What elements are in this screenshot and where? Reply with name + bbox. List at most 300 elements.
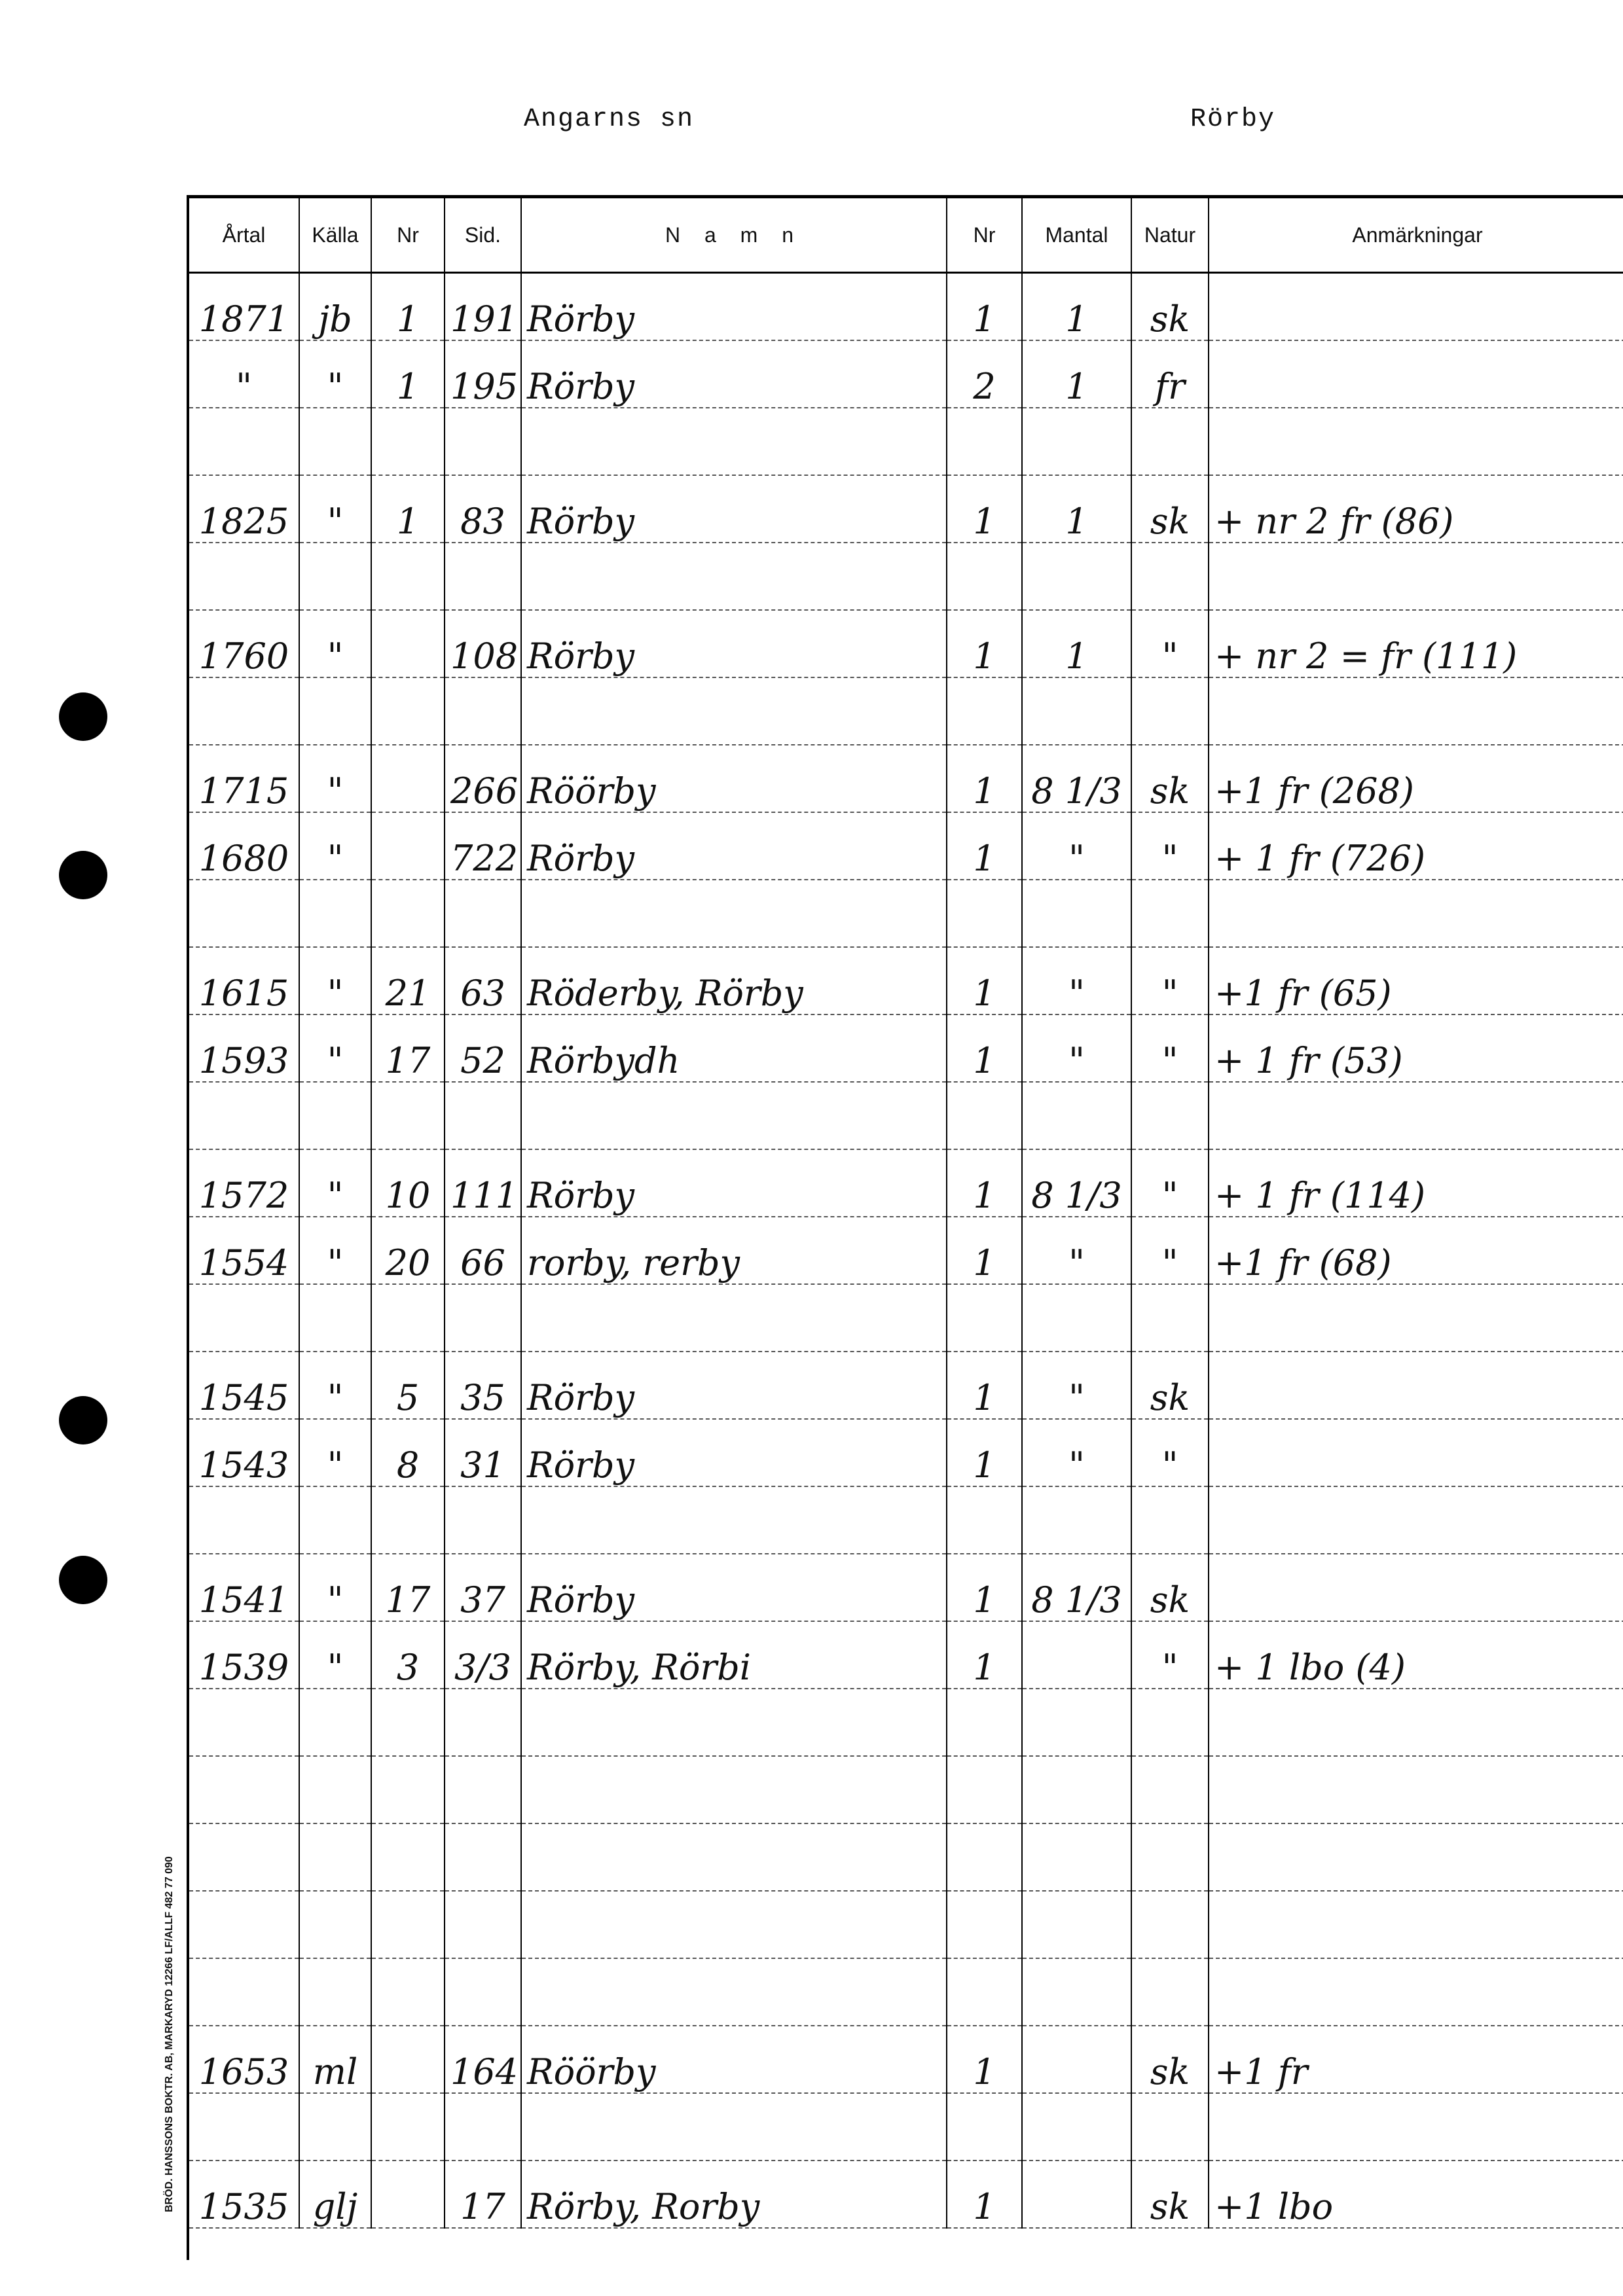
punch-hole (59, 851, 107, 899)
nr-cell (371, 2093, 445, 2161)
name-cell: Röörby (521, 745, 947, 812)
mantal-cell: " (1022, 1419, 1131, 1486)
page-cell (445, 677, 521, 745)
mantal-cell (1022, 1689, 1131, 1756)
name-cell (521, 880, 947, 947)
mantal-cell (1022, 408, 1131, 475)
name-cell (521, 1082, 947, 1149)
source-cell: " (299, 610, 371, 677)
source-cell: glj (299, 2161, 371, 2228)
nr2-cell: 1 (947, 2161, 1022, 2228)
mantal-cell (1022, 2093, 1131, 2161)
table-row (189, 1958, 1623, 2026)
name-cell: Rörby, Rörbi (521, 1621, 947, 1689)
nr-cell (371, 408, 445, 475)
source-cell (299, 1958, 371, 2026)
nr-cell: 17 (371, 1014, 445, 1082)
nr-cell: 3 (371, 1621, 445, 1689)
name-cell (521, 2093, 947, 2161)
mantal-cell (1022, 1284, 1131, 1352)
nr-cell: 8 (371, 1419, 445, 1486)
remarks-cell (1209, 1419, 1623, 1486)
table-row (189, 677, 1623, 745)
table-row (189, 1621, 1623, 1689)
year-cell (189, 1486, 299, 1554)
nr-cell: 1 (371, 475, 445, 543)
source-cell (299, 543, 371, 610)
nr-cell (371, 1082, 445, 1149)
natur-cell (1131, 408, 1209, 475)
nr-cell (371, 677, 445, 745)
year-cell: 1545 (189, 1352, 299, 1419)
name-cell: Rörby (521, 273, 947, 341)
natur-cell: sk (1131, 745, 1209, 812)
name-cell: Rörby (521, 1554, 947, 1621)
year-cell: " (189, 340, 299, 408)
year-cell: 1593 (189, 1014, 299, 1082)
header-row (189, 198, 1623, 273)
page-cell: 37 (445, 1554, 521, 1621)
page-cell: 111 (445, 1149, 521, 1217)
table-row (189, 543, 1623, 610)
year-cell: 1541 (189, 1554, 299, 1621)
nr-cell (371, 1689, 445, 1756)
natur-cell: " (1131, 1217, 1209, 1284)
nr2-cell (947, 880, 1022, 947)
mantal-cell (1022, 1891, 1131, 1958)
natur-cell: sk (1131, 2026, 1209, 2093)
table-row (189, 880, 1623, 947)
year-cell (189, 1689, 299, 1756)
natur-cell: sk (1131, 1554, 1209, 1621)
natur-cell: " (1131, 610, 1209, 677)
source-cell (299, 408, 371, 475)
nr2-cell: 1 (947, 1419, 1022, 1486)
remarks-cell: + 1 fr (53) (1209, 1014, 1623, 1082)
page-cell (445, 1958, 521, 2026)
natur-cell (1131, 1486, 1209, 1554)
year-cell: 1554 (189, 1217, 299, 1284)
page-cell (445, 408, 521, 475)
remarks-cell: +1 fr (68) (1209, 1217, 1623, 1284)
name-cell: Rörby (521, 340, 947, 408)
mantal-cell: " (1022, 1014, 1131, 1082)
table-row (189, 812, 1623, 880)
year-cell: 1615 (189, 947, 299, 1014)
table-row (189, 947, 1623, 1014)
source-cell: " (299, 1554, 371, 1621)
col-header-remarks: Anmärkningar (1209, 198, 1623, 273)
table-row (189, 2026, 1623, 2093)
page-cell (445, 1756, 521, 1823)
table-row (189, 273, 1623, 341)
natur-cell: " (1131, 947, 1209, 1014)
remarks-cell: + 1 lbo (4) (1209, 1621, 1623, 1689)
nr-cell (371, 543, 445, 610)
remarks-cell (1209, 1891, 1623, 1958)
name-cell (521, 1958, 947, 2026)
punch-hole (59, 1556, 107, 1604)
page-cell (445, 880, 521, 947)
table-row (189, 1082, 1623, 1149)
source-cell: " (299, 1621, 371, 1689)
ledger-table (189, 198, 1623, 2229)
page-cell: 52 (445, 1014, 521, 1082)
page-cell: 63 (445, 947, 521, 1014)
remarks-cell: + nr 2 = fr (111) (1209, 610, 1623, 677)
year-cell: 1543 (189, 1419, 299, 1486)
remarks-cell (1209, 880, 1623, 947)
source-cell (299, 1284, 371, 1352)
nr-cell (371, 610, 445, 677)
table-row (189, 2093, 1623, 2161)
year-cell: 1715 (189, 745, 299, 812)
col-header-source: Källa (299, 198, 371, 273)
ledger-body (189, 273, 1623, 2229)
remarks-cell (1209, 1823, 1623, 1891)
source-cell (299, 1689, 371, 1756)
nr-cell: 10 (371, 1149, 445, 1217)
year-cell (189, 677, 299, 745)
remarks-cell (1209, 1689, 1623, 1756)
nr-cell: 1 (371, 273, 445, 341)
nr-cell (371, 1823, 445, 1891)
mantal-cell: 8 1/3 (1022, 1149, 1131, 1217)
source-cell (299, 1082, 371, 1149)
table-row (189, 745, 1623, 812)
table-row (189, 1891, 1623, 1958)
name-cell: Rörby (521, 610, 947, 677)
remarks-cell (1209, 543, 1623, 610)
printer-imprint: BRÖD. HANSSONS BOKTR. AB, MARKARYD 12266 LF/ALLF 482 77 090 (164, 1856, 175, 2212)
source-cell: " (299, 1419, 371, 1486)
nr2-cell (947, 408, 1022, 475)
name-cell (521, 543, 947, 610)
source-cell: " (299, 1352, 371, 1419)
table-row (189, 1352, 1623, 1419)
name-cell: Rörby, Rorby (521, 2161, 947, 2228)
mantal-cell: 8 1/3 (1022, 745, 1131, 812)
village-title: Rörby (1190, 105, 1276, 134)
mantal-cell (1022, 1823, 1131, 1891)
mantal-cell: 1 (1022, 273, 1131, 341)
page-cell: 195 (445, 340, 521, 408)
year-cell: 1572 (189, 1149, 299, 1217)
nr-cell (371, 1958, 445, 2026)
year-cell: 1539 (189, 1621, 299, 1689)
nr2-cell: 1 (947, 1352, 1022, 1419)
remarks-cell: +1 fr (1209, 2026, 1623, 2093)
year-cell (189, 408, 299, 475)
source-cell (299, 1891, 371, 1958)
table-row (189, 1014, 1623, 1082)
table-row (189, 408, 1623, 475)
page-cell: 83 (445, 475, 521, 543)
nr2-cell: 1 (947, 1217, 1022, 1284)
name-cell (521, 408, 947, 475)
mantal-cell (1022, 2026, 1131, 2093)
year-cell (189, 1823, 299, 1891)
page-cell: 108 (445, 610, 521, 677)
nr2-cell: 1 (947, 1014, 1022, 1082)
table-row (189, 1756, 1623, 1823)
nr-cell: 5 (371, 1352, 445, 1419)
table-row (189, 1486, 1623, 1554)
year-cell (189, 543, 299, 610)
remarks-cell: +1 lbo (1209, 2161, 1623, 2228)
page-cell (445, 1486, 521, 1554)
nr-cell: 21 (371, 947, 445, 1014)
nr2-cell: 1 (947, 745, 1022, 812)
source-cell: " (299, 1014, 371, 1082)
mantal-cell (1022, 1486, 1131, 1554)
natur-cell: " (1131, 1419, 1209, 1486)
natur-cell: sk (1131, 2161, 1209, 2228)
nr2-cell (947, 677, 1022, 745)
natur-cell (1131, 1958, 1209, 2026)
year-cell (189, 1284, 299, 1352)
name-cell (521, 677, 947, 745)
source-cell: " (299, 1149, 371, 1217)
natur-cell (1131, 2093, 1209, 2161)
year-cell: 1871 (189, 273, 299, 341)
page-cell (445, 1284, 521, 1352)
page-cell (445, 1823, 521, 1891)
name-cell (521, 1756, 947, 1823)
natur-cell: sk (1131, 1352, 1209, 1419)
nr-cell (371, 1486, 445, 1554)
nr2-cell: 1 (947, 1149, 1022, 1217)
natur-cell (1131, 543, 1209, 610)
table-row (189, 1419, 1623, 1486)
page-cell: 722 (445, 812, 521, 880)
page-cell: 266 (445, 745, 521, 812)
remarks-cell (1209, 273, 1623, 341)
nr2-cell: 1 (947, 273, 1022, 341)
natur-cell (1131, 880, 1209, 947)
col-header-page: Sid. (445, 198, 521, 273)
nr-cell (371, 2161, 445, 2228)
mantal-cell (1022, 1756, 1131, 1823)
name-cell: Rörby (521, 812, 947, 880)
table-row (189, 1284, 1623, 1352)
name-cell: Röderby, Rörby (521, 947, 947, 1014)
mantal-cell: " (1022, 812, 1131, 880)
remarks-cell: + 1 fr (114) (1209, 1149, 1623, 1217)
natur-cell (1131, 1689, 1209, 1756)
year-cell (189, 2093, 299, 2161)
mantal-cell: " (1022, 1352, 1131, 1419)
source-cell: " (299, 947, 371, 1014)
nr2-cell (947, 1958, 1022, 2026)
mantal-cell: 8 1/3 (1022, 1554, 1131, 1621)
natur-cell: " (1131, 1149, 1209, 1217)
nr-cell (371, 745, 445, 812)
source-cell (299, 880, 371, 947)
nr-cell (371, 880, 445, 947)
nr2-cell: 2 (947, 340, 1022, 408)
nr2-cell: 1 (947, 475, 1022, 543)
name-cell (521, 1891, 947, 1958)
nr2-cell: 1 (947, 2026, 1022, 2093)
remarks-cell: +1 fr (268) (1209, 745, 1623, 812)
table-row (189, 1554, 1623, 1621)
table-row (189, 2161, 1623, 2228)
natur-cell (1131, 677, 1209, 745)
source-cell: " (299, 812, 371, 880)
col-header-year: Årtal (189, 198, 299, 273)
nr2-cell (947, 1823, 1022, 1891)
page-cell: 17 (445, 2161, 521, 2228)
natur-cell: " (1131, 1014, 1209, 1082)
nr2-cell: 1 (947, 1621, 1022, 1689)
remarks-cell (1209, 2093, 1623, 2161)
source-cell (299, 1756, 371, 1823)
nr-cell (371, 1756, 445, 1823)
source-cell: " (299, 340, 371, 408)
col-header-name: N a m n (521, 198, 947, 273)
name-cell: Rörby (521, 475, 947, 543)
nr-cell (371, 812, 445, 880)
remarks-cell (1209, 1554, 1623, 1621)
year-cell: 1760 (189, 610, 299, 677)
remarks-cell (1209, 408, 1623, 475)
source-cell: " (299, 745, 371, 812)
page-cell: 164 (445, 2026, 521, 2093)
nr2-cell: 1 (947, 1554, 1022, 1621)
name-cell: Rörby (521, 1149, 947, 1217)
name-cell (521, 1284, 947, 1352)
mantal-cell: " (1022, 947, 1131, 1014)
nr-cell: 17 (371, 1554, 445, 1621)
mantal-cell: 1 (1022, 475, 1131, 543)
page-cell: 35 (445, 1352, 521, 1419)
natur-cell (1131, 1756, 1209, 1823)
col-header-nr2: Nr (947, 198, 1022, 273)
page-cell (445, 1689, 521, 1756)
source-cell: jb (299, 273, 371, 341)
name-cell: Rörby (521, 1352, 947, 1419)
remarks-cell: + nr 2 fr (86) (1209, 475, 1623, 543)
name-cell: rorby, rerby (521, 1217, 947, 1284)
col-header-mantal: Mantal (1022, 198, 1131, 273)
year-cell: 1680 (189, 812, 299, 880)
remarks-cell (1209, 340, 1623, 408)
col-header-natur: Natur (1131, 198, 1209, 273)
remarks-cell: +1 fr (65) (1209, 947, 1623, 1014)
source-cell (299, 2093, 371, 2161)
year-cell (189, 1082, 299, 1149)
nr2-cell: 1 (947, 812, 1022, 880)
source-cell (299, 677, 371, 745)
remarks-cell: + 1 fr (726) (1209, 812, 1623, 880)
page-cell: 3/3 (445, 1621, 521, 1689)
mantal-cell (1022, 543, 1131, 610)
page-cell (445, 543, 521, 610)
remarks-cell (1209, 1756, 1623, 1823)
nr2-cell (947, 1284, 1022, 1352)
parish-title: Angarns sn (524, 105, 695, 134)
name-cell: Rörby (521, 1419, 947, 1486)
table-row (189, 1217, 1623, 1284)
nr2-cell (947, 1082, 1022, 1149)
nr2-cell (947, 1689, 1022, 1756)
year-cell (189, 880, 299, 947)
name-cell (521, 1823, 947, 1891)
natur-cell: " (1131, 1621, 1209, 1689)
mantal-cell (1022, 1958, 1131, 2026)
remarks-cell (1209, 677, 1623, 745)
table-row (189, 1149, 1623, 1217)
year-cell (189, 1756, 299, 1823)
natur-cell (1131, 1823, 1209, 1891)
table-row (189, 610, 1623, 677)
nr2-cell: 1 (947, 947, 1022, 1014)
mantal-cell: 1 (1022, 340, 1131, 408)
nr2-cell: 1 (947, 610, 1022, 677)
name-cell: Rörbydh (521, 1014, 947, 1082)
source-cell (299, 1486, 371, 1554)
mantal-cell (1022, 677, 1131, 745)
name-cell (521, 1486, 947, 1554)
mantal-cell (1022, 880, 1131, 947)
nr2-cell (947, 1486, 1022, 1554)
natur-cell: " (1131, 812, 1209, 880)
page-cell (445, 1082, 521, 1149)
punch-hole (59, 1396, 107, 1444)
punch-hole (59, 692, 107, 741)
nr2-cell (947, 2093, 1022, 2161)
table-row (189, 1823, 1623, 1891)
source-cell: ml (299, 2026, 371, 2093)
year-cell (189, 1958, 299, 2026)
year-cell: 1825 (189, 475, 299, 543)
nr2-cell (947, 1756, 1022, 1823)
mantal-cell: " (1022, 1217, 1131, 1284)
nr-cell (371, 1284, 445, 1352)
table-row (189, 340, 1623, 408)
nr-cell: 1 (371, 340, 445, 408)
remarks-cell (1209, 1958, 1623, 2026)
page-cell: 191 (445, 273, 521, 341)
year-cell: 1653 (189, 2026, 299, 2093)
name-cell (521, 1689, 947, 1756)
mantal-cell (1022, 1621, 1131, 1689)
nr2-cell (947, 543, 1022, 610)
name-cell: Röörby (521, 2026, 947, 2093)
page-cell (445, 2093, 521, 2161)
remarks-cell (1209, 1082, 1623, 1149)
nr-cell: 20 (371, 1217, 445, 1284)
col-header-nr: Nr (371, 198, 445, 273)
natur-cell: fr (1131, 340, 1209, 408)
year-cell (189, 1891, 299, 1958)
table-row (189, 1689, 1623, 1756)
table-row (189, 475, 1623, 543)
mantal-cell (1022, 1082, 1131, 1149)
remarks-cell (1209, 1486, 1623, 1554)
mantal-cell (1022, 2161, 1131, 2228)
natur-cell: sk (1131, 273, 1209, 341)
year-cell: 1535 (189, 2161, 299, 2228)
page-cell (445, 1891, 521, 1958)
nr-cell (371, 1891, 445, 1958)
source-cell (299, 1823, 371, 1891)
ledger-sheet (187, 195, 1623, 2260)
source-cell: " (299, 475, 371, 543)
page-cell: 31 (445, 1419, 521, 1486)
natur-cell: sk (1131, 475, 1209, 543)
